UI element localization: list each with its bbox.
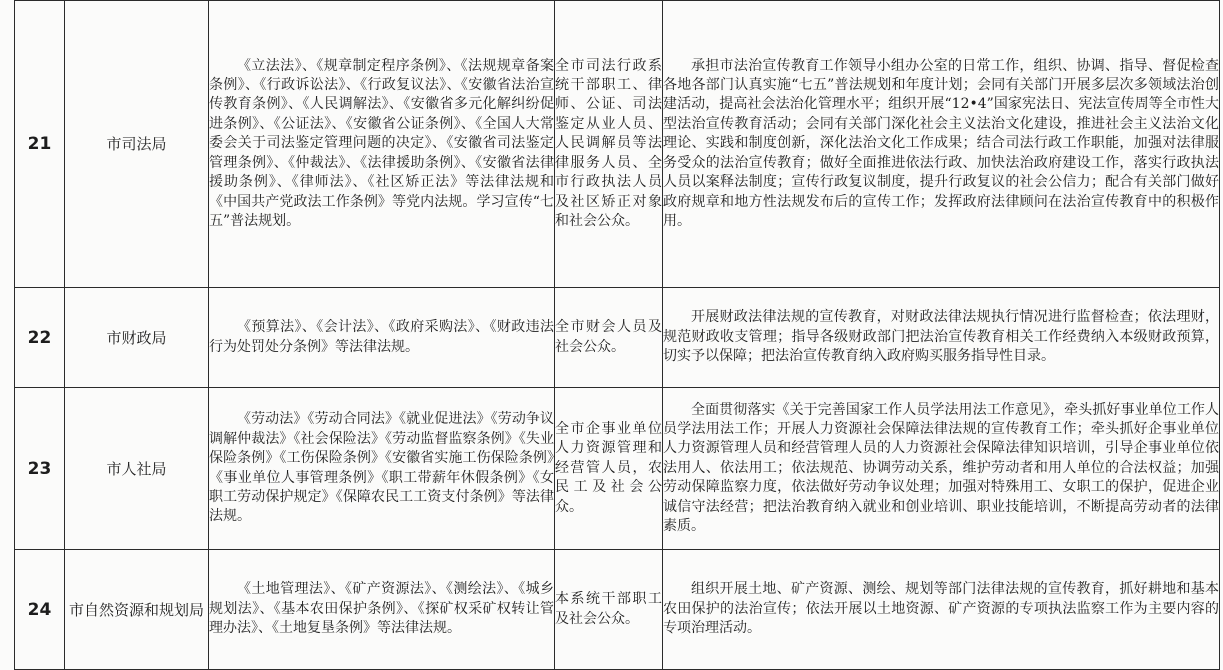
target-audience: 全市司法行政系统干部职工、律师、公证、司法鉴定从业人员、人民调解员等法律服务人员、全市行政执法人员及社区矫正对象和社会公众。 xyxy=(555,1,663,288)
department-name: 市自然资源和规划局 xyxy=(65,550,209,670)
responsibilities: 承担市法治宣传教育工作领导小组办公室的日常工作，组织、协调、指导、督促检查各地各部门认真实施“七五”普法规划和年度计划；会同有关部门开展多层次多领域法治创建活动，提高社会法治化管理水平；组织开展“12•4”国家宪法日、宪法宣传周等全市性大型法治宣传教育活动；会同有关部门深化社会主义法治文化建设，推进社会主义法治文化理论、实践和制度创新，深化法治文化工作成果；结合司法行政工作职能，加强对法律服务受众的法治宣传教育；做好全面推进依法行政、加快法治政府建设工作，落实行政执法人员以案释法制度；宣传行政复议制度，提升行政复议的社会公信力；配合有关部门做好政府规章和地方性法规发布后的宣传工作；发挥政府法律顾问在法治宣传教育中的积极作用。 xyxy=(663,1,1220,288)
department-name: 市人社局 xyxy=(65,388,209,550)
laws-and-regulations: 《土地管理法》、《矿产资源法》、《测绘法》、《城乡规划法》、《基本农田保护条例》、《探矿权采矿权转让管理办法》、《土地复垦条例》等法律法规。 xyxy=(209,550,555,670)
department-name: 市财政局 xyxy=(65,288,209,388)
responsibilities: 开展财政法律法规的宣传教育，对财政法律法规执行情况进行监督检查；依法理财，规范财政收支管理；指导各级财政部门把法治宣传教育相关工作经费纳入本级财政预算，切实予以保障；把法治宣传教育纳入政府购买服务指导性目录。 xyxy=(663,288,1220,388)
responsibilities: 全面贯彻落实《关于完善国家工作人员学法用法工作意见》，牵头抓好事业单位工作人员学法用法工作；开展人力资源社会保障法律法规的宣传教育工作；牵头抓好企事业单位人力资源管理人员和经营管理人员的人力资源社会保障法律知识培训，引导企事业单位依法用人、依法用工；依法规范、协调劳动关系，维护劳动者和用人单位的合法权益；加强劳动保障监察力度，依法做好劳动争议处理；加强对特殊用工、女职工的保护，促进企业诚信守法经营；把法治教育纳入就业和创业培训、职业技能培训，不断提高劳动者的法律素质。 xyxy=(663,388,1220,550)
target-audience: 全市财会人员及社会公众。 xyxy=(555,288,663,388)
target-audience: 全市企事业单位人力资源管理和经营管人员，农民工及社会公众。 xyxy=(555,388,663,550)
row-number: 22 xyxy=(15,288,65,388)
target-audience: 本系统干部职工及社会公众。 xyxy=(555,550,663,670)
table-row xyxy=(15,388,1220,550)
laws-and-regulations: 《劳动法》《劳动合同法》《就业促进法》《劳动争议调解仲裁法》《社会保险法》《劳动监督监察条例》《失业保险条例》《工伤保险条例》《安徽省实施工伤保险条例》《事业单位人事管理条例》《职工带薪年休假条例》《女职工劳动保护规定》《保障农民工工资支付条例》等法律法规。 xyxy=(209,388,555,550)
table-row xyxy=(15,1,1220,288)
row-number: 24 xyxy=(15,550,65,670)
law-publicity-duty-table xyxy=(14,0,1220,670)
laws-and-regulations: 《预算法》、《会计法》、《政府采购法》、《财政违法行为处罚处分条例》等法律法规。 xyxy=(209,288,555,388)
responsibilities: 组织开展土地、矿产资源、测绘、规划等部门法律法规的宣传教育，抓好耕地和基本农田保护的法治宣传；依法开展以土地资源、矿产资源的专项执法监察工作为主要内容的专项治理活动。 xyxy=(663,550,1220,670)
department-name: 市司法局 xyxy=(65,1,209,288)
table-row xyxy=(15,550,1220,670)
row-number: 23 xyxy=(15,388,65,550)
table-row xyxy=(15,288,1220,388)
laws-and-regulations: 《立法法》、《规章制定程序条例》、《法规规章备案条例》、《行政诉讼法》、《行政复议法》、《安徽省法治宣传教育条例》、《人民调解法》、《安徽省多元化解纠纷促进条例》、《公证法》、《安徽省公证条例》、《全国人大常委会关于司法鉴定管理问题的决定》、《安徽省司法鉴定管理条例》、《仲裁法》、《法律援助条例》、《安徽省法律援助条例》、《律师法》、《社区矫正法》等法律法规和《中国共产党政法工作条例》等党内法规。学习宣传“七五”普法规划。 xyxy=(209,1,555,288)
row-number: 21 xyxy=(15,1,65,288)
